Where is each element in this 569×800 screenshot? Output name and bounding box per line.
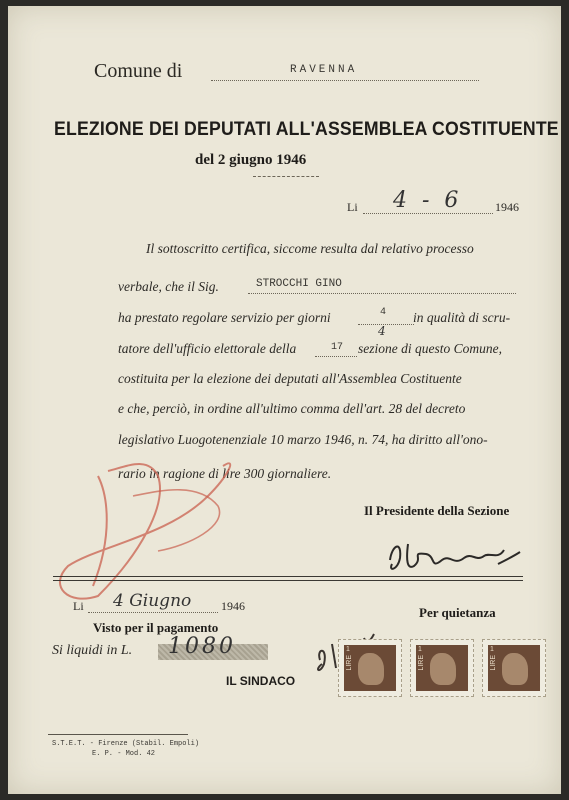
footer-printer: S.T.E.T. - Firenze (Stabil. Empoli) [52,740,200,748]
date-year: 1946 [495,200,519,214]
section-separator [53,576,523,577]
footer-rule [48,734,188,735]
date-prefix: Li [347,200,358,214]
page-title: ELEZIONE DEI DEPUTATI ALL'ASSEMBLEA COSTITUENTE [54,119,559,140]
payment-date-prefix: Li [73,599,84,613]
stamp-portrait [430,653,456,685]
revenue-stamp [482,639,546,697]
section-dotted-line [315,356,357,357]
stamp-image [344,645,396,691]
cert-line-7: legislativo Luogotenenziale 10 marzo 1946, n. 74, ha diritto all'ono- [118,432,488,447]
cert-line-3-suffix: in qualità di scru- [413,310,511,325]
stamp-value: 1 [418,646,422,653]
revenue-stamp [410,639,474,697]
comune-label: Comune di [94,60,183,82]
scrutatore-name: STROCCHI GINO [256,278,342,290]
stamp-portrait [358,653,384,685]
subtitle-divider [253,176,319,177]
stamp-image [488,645,540,691]
comune-value: RAVENNA [290,64,358,76]
stamp-label: LIRE [346,655,353,671]
president-signature [380,530,530,582]
cert-line-4-suffix: sezione di questo Comune, [358,341,502,356]
days-dotted-line [358,324,414,325]
quietanza-label: Per quietanza [419,605,496,620]
president-label: Il Presidente della Sezione [364,503,510,518]
date-dotted-line [363,213,493,214]
stamp-portrait [502,653,528,685]
cert-line-4-prefix: tatore dell'ufficio elettorale della [118,341,297,356]
date-handwritten: 4 - 6 [393,188,463,213]
page-subtitle: del 2 giugno 1946 [195,152,307,168]
payment-date-handwritten: 4 Giugno [113,591,192,611]
stamp-label: LIRE [490,655,497,671]
liquidi-label: Si liquidi in L. [52,643,133,658]
days-value: 4 [380,307,387,318]
cert-line-6: e che, perciò, in ordine all'ultimo comma dell'art. 28 del decreto [118,401,466,416]
section-separator-2 [53,580,523,581]
payment-date-year: 1946 [221,599,245,613]
name-dotted-line [248,293,516,294]
cert-line-5: costituita per la elezione dei deputati all'Assemblea Costituente [118,371,462,386]
section-value: 17 [331,342,344,353]
revenue-stamp [338,639,402,697]
certificate-sheet [8,6,561,794]
payment-date-dotted-line [88,612,218,613]
cert-line-8: rario in ragione di lire 300 giornaliere. [118,466,332,481]
visto-label: Visto per il pagamento [93,620,219,635]
footer-model: E. P. - Mod. 42 [92,750,156,758]
stamp-value: 1 [346,646,350,653]
comune-dotted-line [211,80,479,81]
stamp-image [416,645,468,691]
stamp-label: LIRE [418,655,425,671]
sindaco-label: IL SINDACO [226,674,296,688]
cert-line-1: Il sottoscritto certifica, siccome resulta dal relativo processo [146,241,474,256]
cert-line-2-prefix: verbale, che il Sig. [118,279,219,294]
days-handwritten: 4 [378,324,386,338]
amount-handwritten: 1080 [168,634,236,659]
stamp-value: 1 [490,646,494,653]
cert-line-3-prefix: ha prestato regolare servizio per giorni [118,310,331,325]
